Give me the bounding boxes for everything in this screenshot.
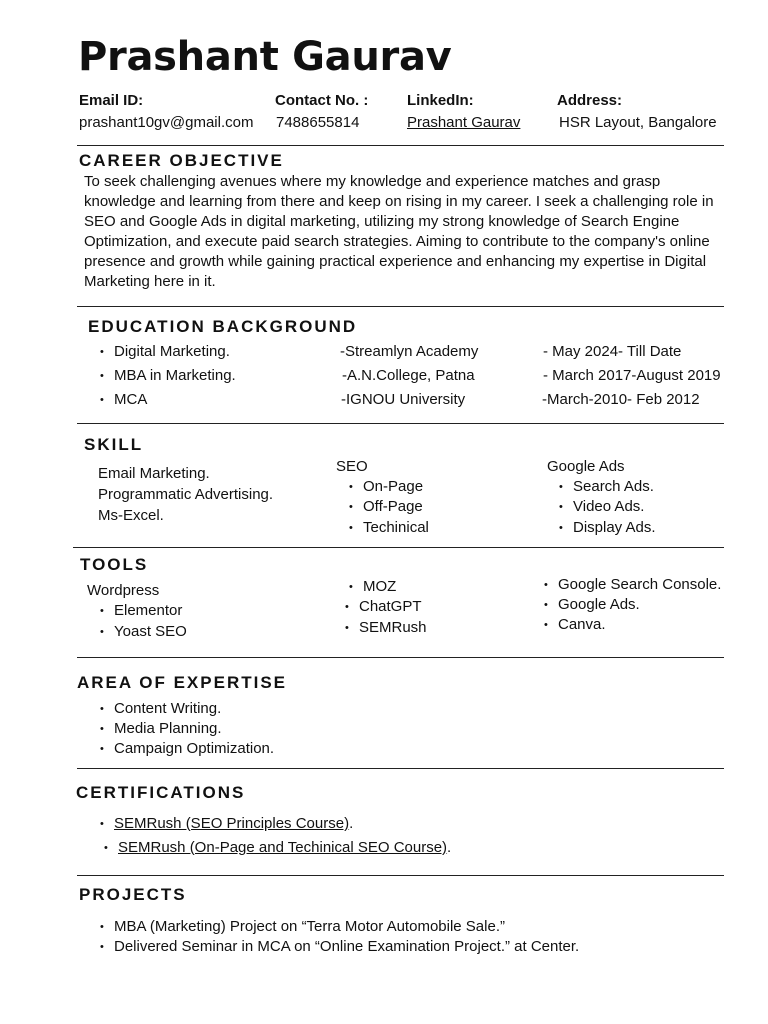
tool-item: • MOZ	[363, 578, 396, 595]
skill-item: Ms-Excel.	[98, 507, 164, 524]
divider	[77, 657, 724, 658]
tools-heading: TOOLS	[80, 555, 149, 574]
education-course: • MBA in Marketing.	[114, 367, 236, 384]
skill-heading: SKILL	[84, 435, 144, 454]
divider	[73, 547, 724, 548]
skill-item: Email Marketing.	[98, 465, 210, 482]
expertise-item: • Campaign Optimization.	[114, 740, 274, 757]
seo-skill-item: • On-Page	[363, 478, 423, 495]
education-course: • MCA	[114, 391, 147, 408]
seo-skill-item: • Techinical	[363, 519, 429, 536]
education-period: -March-2010- Feb 2012	[542, 391, 700, 408]
certification-item	[118, 839, 451, 856]
certifications-heading: CERTIFICATIONS	[76, 783, 246, 802]
google-ads-skill-item: • Display Ads.	[573, 519, 656, 536]
wordpress-title: Wordpress	[87, 582, 160, 599]
education-period: - May 2024- Till Date	[543, 343, 682, 360]
google-ads-skill-item: • Search Ads.	[573, 478, 654, 495]
phone-label: Contact No. :	[275, 92, 369, 109]
seo-skill-title: SEO	[336, 458, 368, 475]
divider	[77, 875, 724, 876]
certification-link[interactable]: SEMRush (SEO Principles Course)	[114, 815, 350, 832]
education-period: - March 2017-August 2019	[543, 367, 721, 384]
linkedin-label: LinkedIn:	[407, 92, 474, 109]
google-ads-skill-item: • Video Ads.	[573, 498, 644, 515]
career-objective-text: To seek challenging avenues where my knowledge and experience matches and grasp knowledge and learning from there and keep on rising in my career. I seek a challenging role in SEO and Google Ads in digital marketing, utilizing my strong knowledge of Search Engine Optimization, and execute paid search strategies. Aiming to contribute to the company's online presence and growth while gaining practical experience and enhancing my expertise in Digital Marketing here in it.	[84, 173, 714, 290]
tool-item: • SEMRush	[359, 619, 427, 636]
certification-item	[114, 815, 353, 832]
divider	[77, 768, 724, 769]
linkedin-link[interactable]: Prashant Gaurav	[407, 114, 521, 131]
education-institute: -A.N.College, Patna	[342, 367, 475, 384]
divider	[77, 306, 724, 307]
project-item: • MBA (Marketing) Project on “Terra Motor Automobile Sale.”	[114, 918, 505, 935]
career-objective-heading: CAREER OBJECTIVE	[79, 151, 284, 170]
project-item: • Delivered Seminar in MCA on “Online Examination Project.” at Center.	[114, 938, 579, 955]
email-label: Email ID:	[79, 92, 144, 109]
certification-suffix: .	[447, 839, 452, 856]
tool-item: • Canva.	[558, 616, 606, 633]
seo-skill-item: • Off-Page	[363, 498, 423, 515]
tool-item: • Google Search Console.	[558, 576, 721, 593]
divider	[77, 423, 724, 424]
education-institute: -Streamlyn Academy	[340, 343, 479, 360]
education-course: • Digital Marketing.	[114, 343, 230, 360]
projects-heading: PROJECTS	[79, 885, 187, 904]
education-institute: -IGNOU University	[341, 391, 466, 408]
email-value[interactable]: prashant10gv@gmail.com	[79, 114, 254, 131]
expertise-item: • Media Planning.	[114, 720, 222, 737]
phone-value: 7488655814	[276, 114, 360, 131]
certification-link[interactable]: SEMRush (On-Page and Techinical SEO Course)	[118, 839, 448, 856]
education-heading: EDUCATION BACKGROUND	[88, 317, 358, 336]
certification-suffix: .	[349, 815, 354, 832]
google-ads-skill-title: Google Ads	[547, 458, 625, 475]
expertise-item: • Content Writing.	[114, 700, 221, 717]
candidate-name: Prashant Gaurav	[78, 34, 452, 80]
wordpress-tool-item: • Yoast SEO	[114, 623, 187, 640]
tool-item: • Google Ads.	[558, 596, 640, 613]
address-label: Address:	[557, 92, 623, 109]
wordpress-tool-item: • Elementor	[114, 602, 182, 619]
skill-item: Programmatic Advertising.	[98, 486, 274, 503]
divider	[77, 145, 724, 146]
tool-item: • ChatGPT	[359, 598, 422, 615]
expertise-heading: AREA OF EXPERTISE	[77, 673, 288, 692]
address-value: HSR Layout, Bangalore	[559, 114, 717, 131]
